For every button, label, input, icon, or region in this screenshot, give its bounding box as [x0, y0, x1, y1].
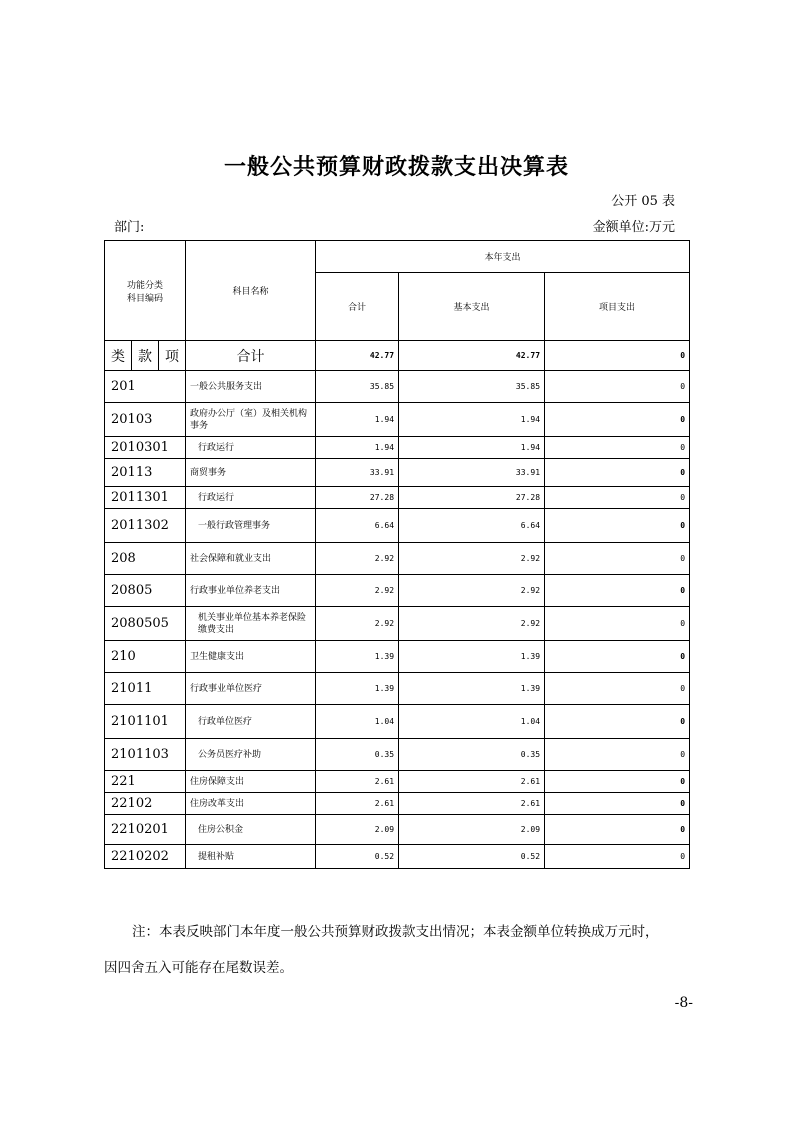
- table-row: [105, 673, 690, 705]
- project-amount: 0: [545, 459, 690, 487]
- subject-name: 提租补贴: [186, 845, 316, 869]
- subject-name: 社会保障和就业支出: [186, 543, 316, 575]
- basic-amount: 1.04: [399, 705, 545, 739]
- table-row: [105, 739, 690, 771]
- basic-amount: 0.52: [399, 845, 545, 869]
- table-row: [105, 815, 690, 845]
- subject-name: 住房公积金: [186, 815, 316, 845]
- footnote-line-2: 因四舍五入可能存在尾数误差。: [104, 960, 293, 976]
- project-amount: 0: [545, 543, 690, 575]
- amount-unit-label: 金额单位:万元: [592, 220, 675, 235]
- total-amount: 0.52: [316, 845, 399, 869]
- total-row-total: 42.77: [316, 341, 399, 371]
- subject-name: 卫生健康支出: [186, 641, 316, 673]
- total-amount: 2.09: [316, 815, 399, 845]
- current-year-header: 本年支出: [316, 241, 690, 273]
- total-amount: 1.39: [316, 673, 399, 705]
- table-row: [105, 459, 690, 487]
- table-row: [105, 771, 690, 793]
- project-amount: 0: [545, 641, 690, 673]
- basic-amount: 1.94: [399, 437, 545, 459]
- function-class-label: 功能分类: [127, 280, 164, 291]
- total-amount: 0.35: [316, 739, 399, 771]
- project-amount: 0: [545, 487, 690, 509]
- subject-name: 行政运行: [186, 437, 316, 459]
- project-amount: 0: [545, 739, 690, 771]
- subject-name: 政府办公厅（室）及相关机构事务: [186, 403, 316, 437]
- subject-code: 210: [105, 641, 186, 673]
- total-amount: 2.61: [316, 793, 399, 815]
- department-label: 部门:: [114, 220, 145, 235]
- subject-name: 行政单位医疗: [186, 705, 316, 739]
- basic-amount: 2.09: [399, 815, 545, 845]
- subject-code: 2210202: [105, 845, 186, 869]
- subject-code-label: 科目编码: [127, 293, 164, 304]
- basic-amount: 1.94: [399, 403, 545, 437]
- subject-code: 2101101: [105, 705, 186, 739]
- basic-amount: 2.92: [399, 543, 545, 575]
- subject-name: 住房保障支出: [186, 771, 316, 793]
- subject-name: 商贸事务: [186, 459, 316, 487]
- subject-code: 20805: [105, 575, 186, 607]
- table-row: [105, 793, 690, 815]
- function-code-header: [105, 241, 186, 341]
- total-amount: 1.04: [316, 705, 399, 739]
- lei-label: 类: [105, 341, 132, 371]
- project-amount: 0: [545, 509, 690, 543]
- total-amount: 2.61: [316, 771, 399, 793]
- subject-code: 21011: [105, 673, 186, 705]
- project-amount: 0: [545, 403, 690, 437]
- project-amount: 0: [545, 793, 690, 815]
- total-row-project: 0: [545, 341, 690, 371]
- project-amount: 0: [545, 771, 690, 793]
- subject-name: 机关事业单位基本养老保险缴费支出: [186, 607, 316, 641]
- table-row: [105, 487, 690, 509]
- total-amount: 2.92: [316, 543, 399, 575]
- total-amount: 1.94: [316, 437, 399, 459]
- table-body: [105, 341, 690, 869]
- total-row: [105, 341, 690, 371]
- project-amount: 0: [545, 815, 690, 845]
- basic-amount: 2.92: [399, 575, 545, 607]
- subject-code: 221: [105, 771, 186, 793]
- project-amount: 0: [545, 607, 690, 641]
- table-row: [105, 371, 690, 403]
- subject-code: 2011301: [105, 487, 186, 509]
- subject-name-header: 科目名称: [186, 241, 316, 341]
- basic-amount: 2.61: [399, 793, 545, 815]
- basic-amount: 1.39: [399, 641, 545, 673]
- subject-code: 2101103: [105, 739, 186, 771]
- basic-amount: 2.92: [399, 607, 545, 641]
- subject-code: 20113: [105, 459, 186, 487]
- page-title: 一般公共预算财政拨款支出决算表: [223, 155, 569, 180]
- basic-amount: 6.64: [399, 509, 545, 543]
- project-amount: 0: [545, 705, 690, 739]
- basic-amount: 2.61: [399, 771, 545, 793]
- table-row: [105, 437, 690, 459]
- table-row: [105, 845, 690, 869]
- total-amount: 6.64: [316, 509, 399, 543]
- table-row: [105, 575, 690, 607]
- subject-name: 住房改革支出: [186, 793, 316, 815]
- total-amount: 27.28: [316, 487, 399, 509]
- table-row: [105, 705, 690, 739]
- project-amount: 0: [545, 845, 690, 869]
- xiang-label: 项: [159, 341, 186, 371]
- basic-amount: 33.91: [399, 459, 545, 487]
- total-amount: 33.91: [316, 459, 399, 487]
- subject-code: 2210201: [105, 815, 186, 845]
- subject-name: 行政事业单位医疗: [186, 673, 316, 705]
- form-number: 公开 05 表: [611, 194, 675, 209]
- project-amount: 0: [545, 371, 690, 403]
- subject-code: 2011302: [105, 509, 186, 543]
- basic-column-header: 基本支出: [399, 273, 545, 341]
- project-amount: 0: [545, 575, 690, 607]
- total-row-label: 合计: [186, 341, 316, 371]
- subject-name: 一般行政管理事务: [186, 509, 316, 543]
- basic-amount: 0.35: [399, 739, 545, 771]
- total-amount: 35.85: [316, 371, 399, 403]
- subject-code: 201: [105, 371, 186, 403]
- table-row: [105, 543, 690, 575]
- basic-amount: 35.85: [399, 371, 545, 403]
- subject-code: 20103: [105, 403, 186, 437]
- total-amount: 2.92: [316, 575, 399, 607]
- table-row: [105, 403, 690, 437]
- total-column-header: 合计: [316, 273, 399, 341]
- page-number: -8-: [674, 995, 693, 1011]
- budget-table: [104, 240, 690, 869]
- project-amount: 0: [545, 673, 690, 705]
- subject-name: 公务员医疗补助: [186, 739, 316, 771]
- total-row-basic: 42.77: [399, 341, 545, 371]
- table-row: [105, 509, 690, 543]
- kuan-label: 款: [132, 341, 159, 371]
- project-amount: 0: [545, 437, 690, 459]
- footnote-line-1: 注：本表反映部门本年度一般公共预算财政拨款支出情况；本表金额单位转换成万元时，: [132, 924, 659, 940]
- project-column-header: 项目支出: [545, 273, 690, 341]
- subject-code: 2010301: [105, 437, 186, 459]
- total-amount: 1.39: [316, 641, 399, 673]
- subject-code: 22102: [105, 793, 186, 815]
- subject-name: 一般公共服务支出: [186, 371, 316, 403]
- subject-code: 2080505: [105, 607, 186, 641]
- basic-amount: 27.28: [399, 487, 545, 509]
- subject-name: 行政事业单位养老支出: [186, 575, 316, 607]
- subject-code: 208: [105, 543, 186, 575]
- table-row: [105, 641, 690, 673]
- total-amount: 2.92: [316, 607, 399, 641]
- total-amount: 1.94: [316, 403, 399, 437]
- table-row: [105, 607, 690, 641]
- basic-amount: 1.39: [399, 673, 545, 705]
- subject-name: 行政运行: [186, 487, 316, 509]
